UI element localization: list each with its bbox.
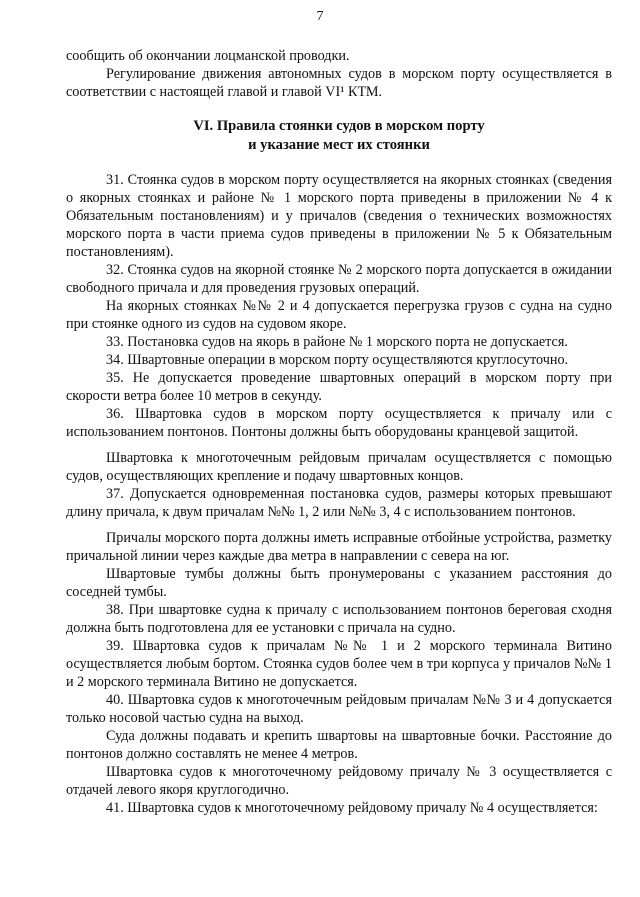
section-heading-line: и указание мест их стоянки [248,137,430,153]
paragraph: 39. Швартовка судов к причалам №№ 1 и 2 морского терминала Витино осуществляется любым бортом. Стоянка судов более чем в три корпуса у причалов №№ 1 и 2 морского терминала Витино не допускается. [66,638,612,690]
paragraph: 34. Швартовные операции в морском порту осуществляются круглосуточно. [106,352,569,368]
section-heading [66,117,612,155]
paragraph: Швартовка судов к многоточечному рейдовому причалу № 3 осуществляется с отдачей левого якоря круглогодично. [66,764,612,798]
paragraph: сообщить об окончании лоцманской проводки. [66,48,350,64]
paragraph: 36. Швартовка судов в морском порту осуществляется к причалу или с использованием понтонов. Понтоны должны быть оборудованы кранцевой защитой. [66,406,612,440]
paragraph: На якорных стоянках №№ 2 и 4 допускается перегрузка грузов с судна на судно при стоянке одного из судов на судовом якоре. [66,298,612,332]
paragraph: Причалы морского порта должны иметь исправные отбойные устройства, разметку причальной линии через каждые два метра в направлении с севера на юг. [66,530,612,564]
paragraph: 41. Швартовка судов к многоточечному рейдовому причалу № 4 осуществляется: [106,800,598,816]
paragraph: Швартовые тумбы должны быть пронумерованы с указанием расстояния до соседней тумбы. [66,566,612,600]
paragraph: Суда должны подавать и крепить швартовы на швартовные бочки. Расстояние до понтонов должно составлять не менее 4 метров. [66,728,612,762]
paragraph: 33. Постановка судов на якорь в районе № 1 морского порта не допускается. [106,334,568,350]
section-heading-line: VI. Правила стоянки судов в морском порту [193,118,485,134]
paragraph: Регулирование движения автономных судов в морском порту осуществляется в соответствии с настоящей главой и главой VI¹ КТМ. [66,66,612,100]
paragraph: 37. Допускается одновременная постановка судов, размеры которых превышают длину причала, к двум причалам №№ 1, 2 или №№ 3, 4 с использованием понтонов. [66,486,612,520]
paragraph: 35. Не допускается проведение швартовных операций в морском порту при скорости ветра более 10 метров в секунду. [66,370,612,404]
page-number: 7 [316,9,324,24]
paragraph: 38. При швартовке судна к причалу с использованием понтонов береговая сходня должна быть подготовлена для ее установки с причала на судно. [66,602,612,636]
paragraph: 32. Стоянка судов на якорной стоянке № 2 морского порта допускается в ожидании свободного причала и для проведения грузовых операций. [66,262,612,296]
paragraph: 31. Стоянка судов в морском порту осуществляется на якорных стоянках (сведения о якорных стоянках и районе № 1 морского порта приведены в приложении № 4 к Обязательным постановлениям) и у причалов (сведения о технических возможностях морского порта в части приема судов приведены в приложении № 5 к Обязательным постановлениям). [66,172,612,260]
document-body [66,47,612,817]
paragraph: Швартовка к многоточечным рейдовым причалам осуществляется с помощью судов, осуществляющих крепление и подачу швартовных концов. [66,450,612,484]
paragraph: 40. Швартовка судов к многоточечным рейдовым причалам №№ 3 и 4 допускается только носовой частью судна на выход. [66,692,612,726]
